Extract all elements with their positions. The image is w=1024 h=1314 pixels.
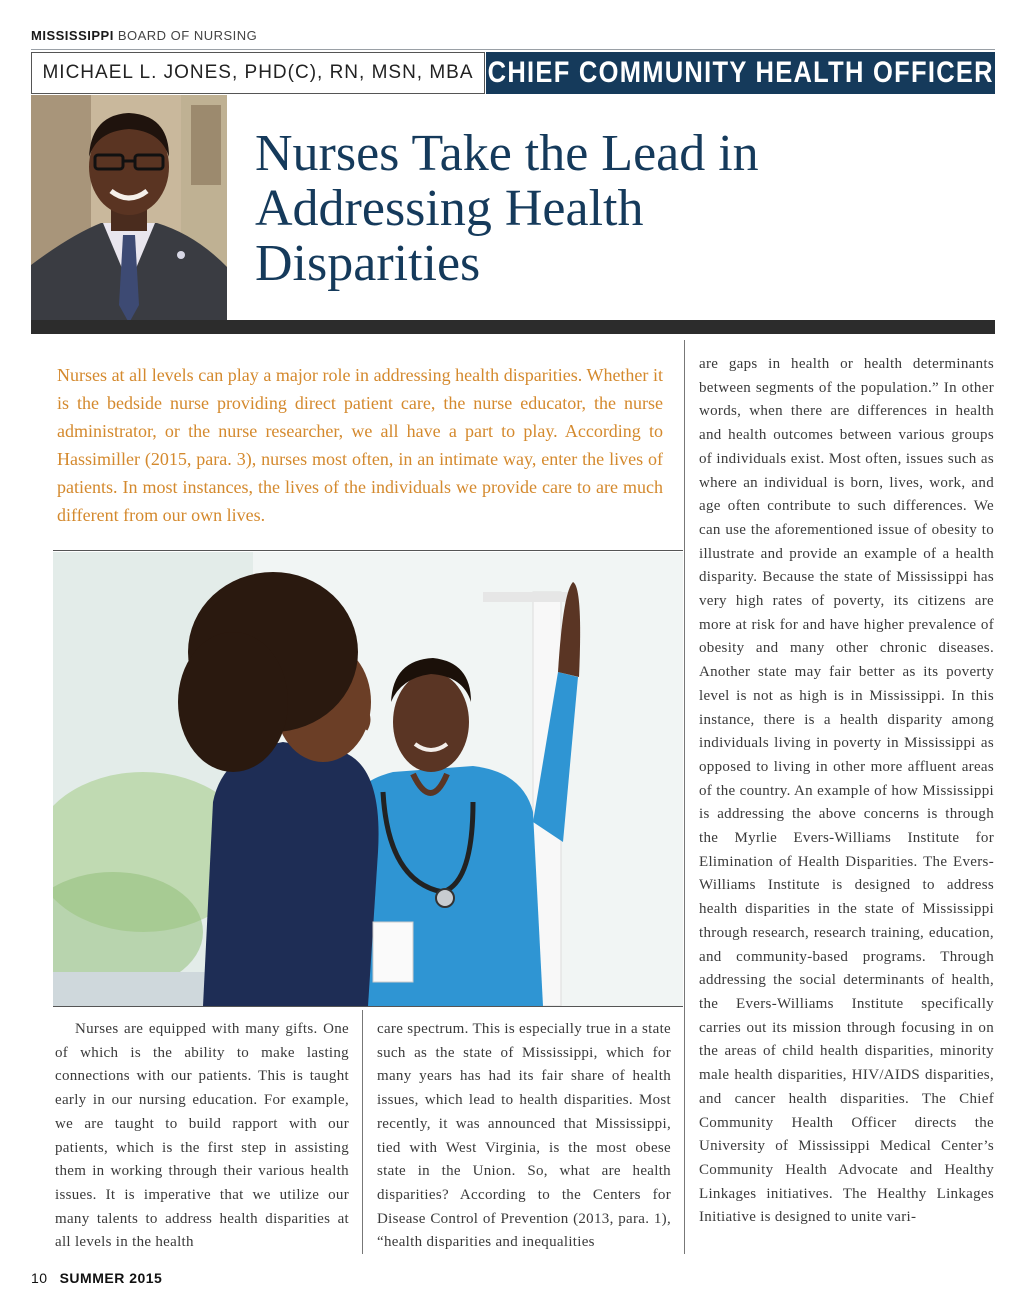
- article-column-2: care spectrum. This is especially true in a state such as the state of Mississippi, which for many years has had its fair share of health issues, which lead to health disparities. Most recently, it was announced that Mississippi, tied with West Virginia, is the most obese state in the Union. So, what are health disparities? According to the Centers for Disease Control of Prevention (2013, para. 1), “health disparities and inequalities: [377, 1021, 671, 1251]
- article-column-3: are gaps in health or health determinants between segments of the population.” In other words, when there are differences in health and health outcomes between various groups of individuals exist. Most often, issues such as where an individual is born, lives, work, and age often contribute to such differences. We can use the aforementioned issue of obesity to illustrate and provide an example of a health disparity. Because the state of Mississippi has very high rates of poverty, its citizens are more at risk for and have higher prevalence of obesity and many other chronic diseases. Another state may fair better as its poverty level is not as high is in Mississippi. In this instance, there is a health disparity among individuals living in poverty in Mississippi as opposed to living in other more affluent areas of the country. An example of how Mississippi is addressing the above concerns is through the Myrlie Evers-Williams Institute for Elimination of Health Disparities. The Evers-Williams Institute is designed to address health disparities in the state of Mississippi through research, research training, education, and community-based programs. Through addressing the social determinants of health, the Evers-Williams Institute specifically carries out its mission through focusing in on the areas of child health disparities, minority male health disparities, HIV/AIDS disparities, and cancer health disparities. The Chief Community Health Officer directs the University of Mississippi Medical Center’s Community Health Advocate and Healthy Linkages initiatives. The Healthy Linkages Initiative is designed to unite vari-: [699, 356, 994, 1226]
- column-divider-2: [684, 340, 685, 1254]
- nurse-patient-photo: [53, 552, 683, 1006]
- header-rule: [31, 49, 995, 50]
- photo-rule: [53, 1006, 683, 1007]
- intro-rule: [53, 550, 683, 551]
- running-head: [31, 28, 257, 43]
- page-footer: [31, 1270, 162, 1286]
- article-headline: Nurses Take the Lead in Addressing Health Disparities: [255, 125, 759, 292]
- author-byline: MICHAEL L. JONES, PHD(C), RN, MSN, MBA: [31, 52, 485, 94]
- column-title: CHIEF COMMUNITY HEALTH OFFICER: [487, 56, 994, 89]
- author-portrait: [31, 95, 227, 323]
- column-divider-1: [362, 1010, 363, 1254]
- column-title-bar: [486, 52, 995, 94]
- page-number: 10: [31, 1270, 48, 1286]
- nurse-patient-photo-image: [53, 552, 683, 1006]
- author-portrait-image: [31, 95, 227, 323]
- publication-subtitle: BOARD OF NURSING: [117, 28, 258, 43]
- article-column-1: Nurses are equipped with many gifts. One of which is the ability to make lasting connections with our patients. This is taught early in our nursing education. For example, we are taught to build rapport with our patients, which is the first step in assisting them in working through their various health issues. It is imperative that we utilize our many talents to address health disparities at all levels in the health: [55, 1021, 349, 1251]
- publication-name: MISSISSIPPI: [31, 28, 114, 43]
- article-intro: Nurses at all levels can play a major role in addressing health disparities. Whether it is the bedside nurse providing direct patient care, the nurse educator, the nurse administrator, or the nurse researcher, we all have a part to play. According to Hassimiller (2015, para. 3), nurses most often, in an intimate way, enter the lives of patients. In most instances, the lives of the individuals we provide care to are much different from our own lives.: [57, 365, 663, 525]
- hero-rule: [31, 320, 995, 334]
- issue-label: SUMMER 2015: [59, 1270, 163, 1286]
